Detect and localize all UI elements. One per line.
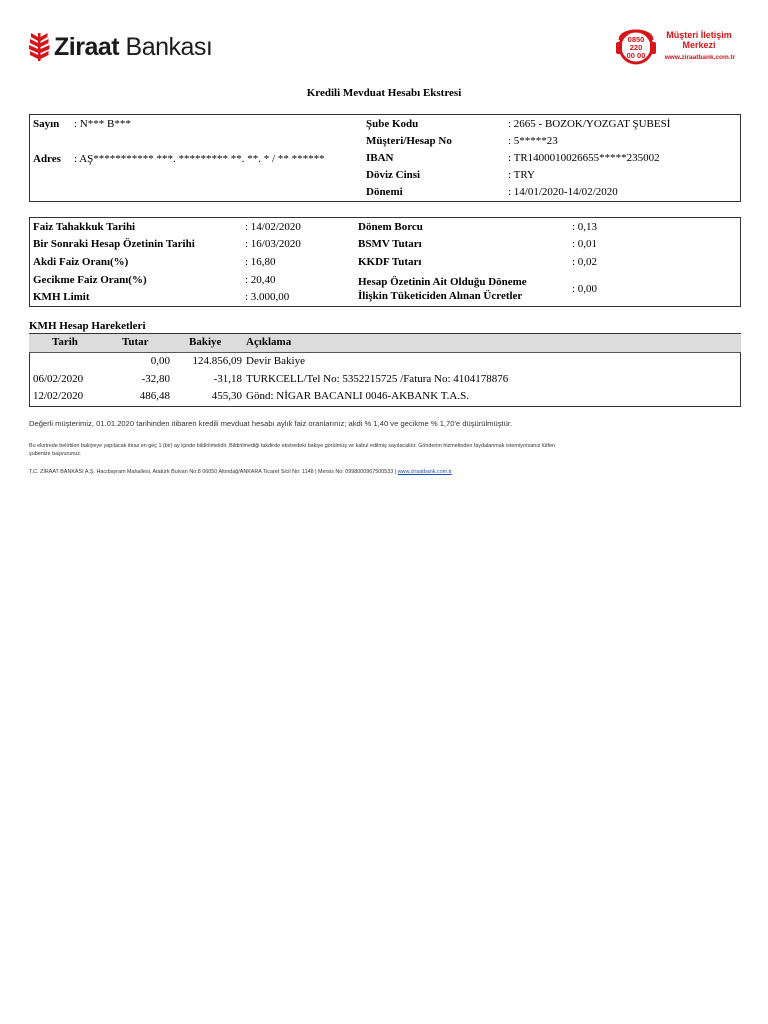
- customer-name-label: Sayın: [33, 118, 60, 130]
- contact-center-website[interactable]: www.ziraatbank.com.tr: [664, 54, 736, 61]
- column-header-date: Tarih: [52, 336, 78, 348]
- contract-rate-label: Akdi Faiz Oranı(%): [33, 256, 129, 268]
- contract-rate-value: : 16,80: [245, 256, 276, 268]
- period-debt-value: : 0,13: [572, 221, 598, 233]
- bsmv-label: BSMV Tutarı: [358, 238, 422, 250]
- period-value: : 14/01/2020-14/02/2020: [508, 186, 618, 198]
- branch-label: Şube Kodu: [366, 118, 419, 130]
- iban-label: IBAN: [366, 152, 394, 164]
- row-balance: 455,30: [211, 390, 242, 402]
- row-amount: 486,48: [139, 390, 170, 402]
- row-description: TURKCELL/Tel No: 5352215725 /Fatura No: 4104178876: [246, 373, 509, 385]
- row-date: 06/02/2020: [33, 373, 84, 385]
- column-header-amount: Tutar: [122, 336, 149, 348]
- interest-date-value: : 14/02/2020: [245, 221, 301, 233]
- cc-number-line3: 00 00: [626, 51, 646, 60]
- row-description: Devir Bakiye: [246, 355, 305, 367]
- rate-notice: Değerli müşterimiz, 01.01.2020 tarihinden itibaren kredili mevduat hesabı aylık faiz oranlarınız; akdi % 1,40 ve gecikme % 1,70'e düşürülmüştür.: [29, 419, 513, 428]
- fees-value: : 0,00: [572, 283, 598, 295]
- next-statement-label: Bir Sonraki Hesap Özetinin Tarihi: [33, 238, 195, 250]
- row-date: 12/02/2020: [33, 390, 84, 402]
- address-label: Adres: [33, 153, 61, 165]
- bsmv-value: : 0,01: [572, 238, 598, 250]
- row-amount: -32,80: [141, 373, 170, 385]
- row-amount: 0,00: [150, 355, 170, 367]
- row-description: Gönd: NİGAR BACANLI 0046-AKBANK T.A.S.: [246, 390, 469, 402]
- kkdf-value: : 0,02: [572, 256, 598, 268]
- row-balance: -31,18: [213, 373, 242, 385]
- next-statement-value: : 16/03/2020: [245, 238, 301, 250]
- logo-wordmark: Ziraat Bankası: [54, 33, 213, 61]
- currency-label: Döviz Cinsi: [366, 169, 421, 181]
- iban-value: : TR1400010026655*****235002: [508, 152, 660, 164]
- limit-label: KMH Limit: [33, 291, 90, 303]
- late-rate-value: : 20,40: [245, 274, 276, 286]
- document-title: Kredili Mevduat Hesabı Ekstresi: [306, 87, 462, 99]
- objection-notice-line1: Bu ekstrede belirtilen bakiyeye yapılacak itiraz en geç 1 (bir) ay içinde bildirilmelidir. Bildirilmediği takdirde ekstredeki bakiye görülmüş ve kabul edilmiş sayılacaktır. Gönderim hizmetinden faydalanmak istemiyorsanız lütfen: [29, 443, 556, 449]
- customer-name-value: : N*** B***: [74, 118, 131, 130]
- fees-label-line2: İlişkin Tüketiciden Alınan Ücretler: [358, 290, 523, 302]
- movements-section-title: KMH Hesap Hareketleri: [29, 320, 146, 332]
- cc-number-line2: 220: [629, 43, 643, 52]
- contact-center-title: Müşteri İletişim Merkezi: [666, 30, 732, 50]
- cc-number-line1: 0850: [627, 35, 645, 44]
- footer-text: T.C. ZİRAAT BANKASI A.Ş. Hacıbayram Mahallesi, Atatürk Bulvarı No:8 06050 Altındağ/ANKARA Ticaret Sicil No: 1148 | Mersis No: 0998000967500533 |: [29, 469, 398, 475]
- period-debt-label: Dönem Borcu: [358, 221, 423, 233]
- footer-address: [29, 469, 452, 475]
- address-value: : AŞ*********** ***. ********* **. **. * / ** ******: [74, 153, 325, 165]
- column-header-description: Açıklama: [246, 336, 292, 348]
- late-rate-label: Gecikme Faiz Oranı(%): [33, 274, 147, 286]
- currency-value: : TRY: [508, 169, 536, 181]
- footer-website-link[interactable]: www.ziraatbank.com.tr: [397, 469, 452, 475]
- objection-notice-line2: şubenize başvurunuz.: [29, 451, 82, 457]
- wheat-logo-icon: [28, 31, 50, 63]
- kkdf-label: KKDF Tutarı: [358, 256, 422, 268]
- fees-label-line1: Hesap Özetinin Ait Olduğu Döneme: [358, 276, 527, 288]
- headset-phone-icon: [614, 24, 658, 68]
- interest-date-label: Faiz Tahakkuk Tarihi: [33, 221, 136, 233]
- column-header-balance: Bakiye: [189, 336, 222, 348]
- row-balance: 124.856,09: [192, 355, 242, 367]
- branch-value: : 2665 - BOZOK/YOZGAT ŞUBESİ: [508, 118, 671, 130]
- period-label: Dönemi: [366, 186, 403, 198]
- account-label: Müşteri/Hesap No: [366, 135, 452, 147]
- limit-value: : 3.000,00: [245, 291, 290, 303]
- account-value: : 5*****23: [508, 135, 558, 147]
